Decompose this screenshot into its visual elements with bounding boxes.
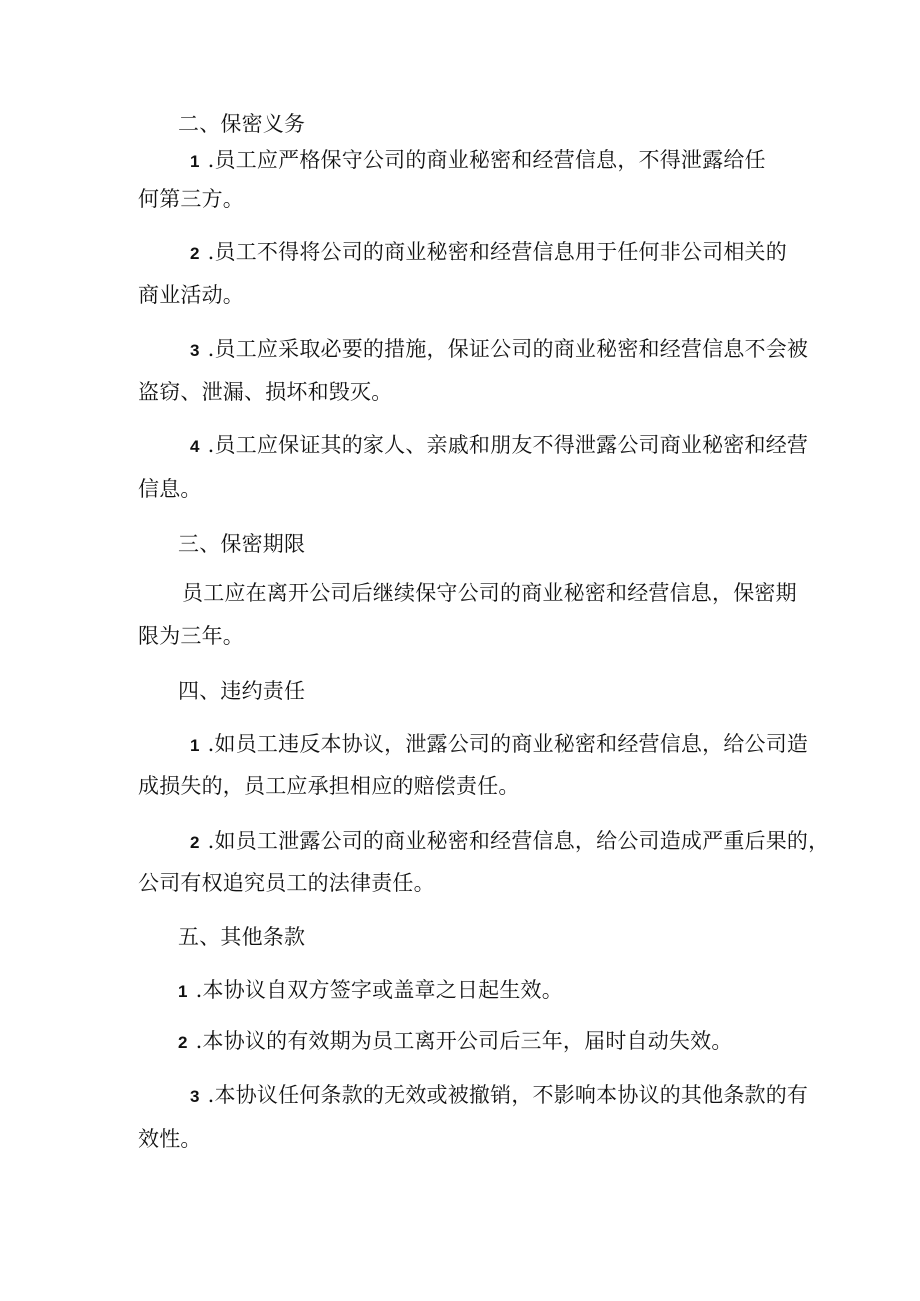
clause-number: 3	[190, 341, 200, 360]
clause-5-2-line1	[178, 1026, 733, 1058]
clause-2-3-line2: 盗窃、泄漏、损坏和毁灭。	[138, 380, 393, 404]
clause-number: 1	[190, 736, 200, 755]
clause-5-3-line2: 效性。	[138, 1127, 202, 1151]
clause-5-3-line1	[190, 1080, 808, 1112]
clause-2-2-line1	[190, 237, 787, 269]
clause-text: .员工不得将公司的商业秘密和经营信息用于任何非公司相关的	[207, 240, 787, 264]
clause-number: 1	[190, 152, 200, 171]
clause-5-1-line1	[178, 975, 563, 1007]
clause-text: .本协议任何条款的无效或被撤销，不影响本协议的其他条款的有	[207, 1083, 809, 1107]
clause-number: 3	[190, 1087, 200, 1106]
section-heading-confidentiality-obligations: 二、保密义务	[178, 112, 306, 136]
section-heading-confidentiality-period: 三、保密期限	[178, 532, 306, 556]
clause-text: .如员工泄露公司的商业秘密和经营信息，给公司造成严重后果的，	[207, 829, 830, 853]
clause-4-2-line2: 公司有权追究员工的法律责任。	[138, 871, 435, 895]
clause-2-4-line2: 信息。	[138, 477, 202, 501]
clause-number: 4	[190, 437, 200, 456]
section-heading-other-terms: 五、其他条款	[178, 925, 306, 949]
clause-2-3-line1	[190, 334, 808, 366]
clause-text: .员工应严格保守公司的商业秘密和经营信息，不得泄露给任	[207, 148, 766, 172]
period-paragraph-line1: 员工应在离开公司后继续保守公司的商业秘密和经营信息，保密期	[182, 581, 797, 605]
clause-text: .本协议自双方签字或盖章之日起生效。	[195, 978, 563, 1002]
clause-4-2-line1	[190, 826, 829, 858]
clause-text: .本协议的有效期为员工离开公司后三年，届时自动失效。	[195, 1029, 733, 1053]
period-paragraph-line2: 限为三年。	[138, 624, 244, 648]
clause-2-4-line1	[190, 430, 808, 462]
clause-text: .如员工违反本协议，泄露公司的商业秘密和经营信息，给公司造	[207, 732, 809, 756]
clause-2-2-line2: 商业活动。	[138, 283, 244, 307]
clause-number: 1	[178, 982, 188, 1001]
clause-text: .员工应采取必要的措施，保证公司的商业秘密和经营信息不会被	[207, 337, 809, 361]
clause-4-1-line2: 成损失的，员工应承担相应的赔偿责任。	[138, 774, 520, 798]
clause-2-1-line2: 何第三方。	[138, 187, 244, 211]
clause-number: 2	[190, 833, 200, 852]
clause-4-1-line1	[190, 729, 808, 761]
clause-number: 2	[190, 244, 200, 263]
clause-number: 2	[178, 1033, 188, 1052]
clause-text: .员工应保证其的家人、亲戚和朋友不得泄露公司商业秘密和经营	[207, 433, 809, 457]
clause-2-1-line1	[190, 145, 766, 177]
section-heading-liability-for-breach: 四、违约责任	[178, 679, 306, 703]
